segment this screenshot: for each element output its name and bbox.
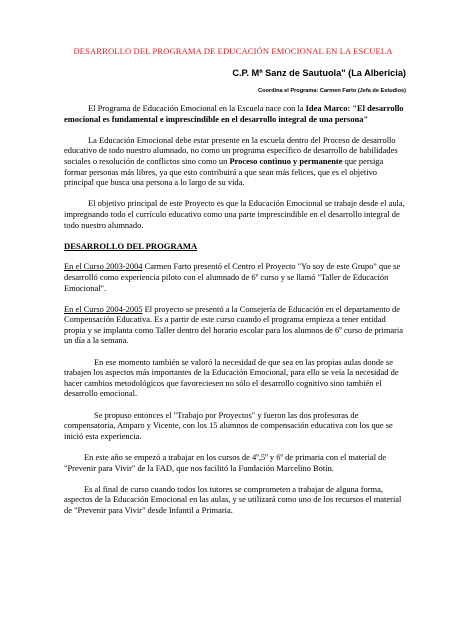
- paragraph-trabajo-proyectos: Se propuso entonces el "Trabajo por Proyectos" y fueron las dos profesoras de compensatoria, Amparo y Vicente, con los 15 alumnos de compensación educativa con los que se inició esta experiencia.: [64, 409, 393, 441]
- paragraph-curso-2004: [64, 304, 406, 346]
- paragraph-text: El Programa de Educación Emocional en la Escuela nace con la: [88, 103, 306, 113]
- document-title: DESARROLLO DEL PROGRAMA DE EDUCACIÓN EMOCIONAL EN LA ESCUELA: [73, 46, 393, 56]
- paragraph-objetivo: El objetivo principal de este Proyecto es que la Educación Emocional se trabaje desde el aula, impregnando todo el currículo educativo como una parte imprescindible en el desarrollo integral de todo nuestro alumnado.: [64, 198, 405, 230]
- paragraph-educacion-emocional: [64, 135, 406, 188]
- paragraph-idea-marco: [64, 103, 406, 124]
- coordinator-line: Coordina el Programa: Carmen Farto (Jefa de Estudios): [258, 88, 406, 94]
- school-name: C.P. Mª Sanz de Sautuola" (La Albericia): [232, 68, 406, 78]
- paragraph-final-curso: Es al final de curso cuando todos los tutores se comprometen a trabajar de alguna forma, aspectos de la Educación Emocional en las aulas, y se utilizará como uno de los recursos el material de "Prevenir para Vivir" desde Infantil a Primaria.: [64, 483, 402, 515]
- paragraph-text-rest: que persiga formar personas más libres, ya que esto contribuirá a que sean más felices, que es el objetivo principal que busca una persona a lo largo de su vida.: [64, 155, 384, 188]
- curso-2003-label: En el Curso 2003-2004: [64, 261, 143, 272]
- curso-2004-label: En el Curso 2004-2005: [64, 303, 143, 314]
- idea-marco-quote: : "El desarrollo emocional es fundamental e imprescindible en el desarrollo integral de una persona": [64, 103, 404, 124]
- paragraph-text: El proyecto se presentó a la Consejería de Educación en el departamento de Compensación Educativa. Es a partir de este curso cuando el programa empieza a tener entidad propia y se implanta como Taller dentro del horario escolar para los alumnos de 6º curso de primaria un día a la semana.: [64, 303, 404, 346]
- paragraph-ese-momento: En ese momento también se valoró la necesidad de que sea en las propias aulas donde se trabajen los aspectos más importantes de la Educación Emocional, para ello se veía la necesidad de hacer cambios metodológicos que favoreciesen no sólo el desarrollo cognitivo sino también el desarrollo emocional.: [64, 356, 399, 399]
- paragraph-text: Carmen Farto presentó el Centro el Proyecto "Yo soy de este Grupo" que se desarrolló como experiencia piloto con el alumnado de 6º curso y se llamó "Taller de Educación Emocional".: [64, 261, 401, 293]
- section-heading: DESARROLLO DEL PROGRAMA: [64, 240, 198, 251]
- proceso-continuo-bold: Proceso continuo y permanente: [229, 155, 343, 166]
- paragraph-prevenir-vivir: En este año se empezó a trabajar en los cursos de 4º,5º y 6º de primaria con el material de "Prevenir para Vivir" de la FAD, que nos facilitó la Fundación Marcelino Botín.: [64, 452, 387, 473]
- paragraph-text: La Educación Emocional debe estar presente en la escuela dentro del Proceso de desarrollo educativo de todo nuestro alumnado, no como un programa específico de desarrollo de habilidades sociales o resolución de conflictos sino como un: [64, 134, 398, 166]
- idea-marco-label: Idea Marco: [305, 103, 348, 113]
- paragraph-curso-2003: [64, 261, 406, 293]
